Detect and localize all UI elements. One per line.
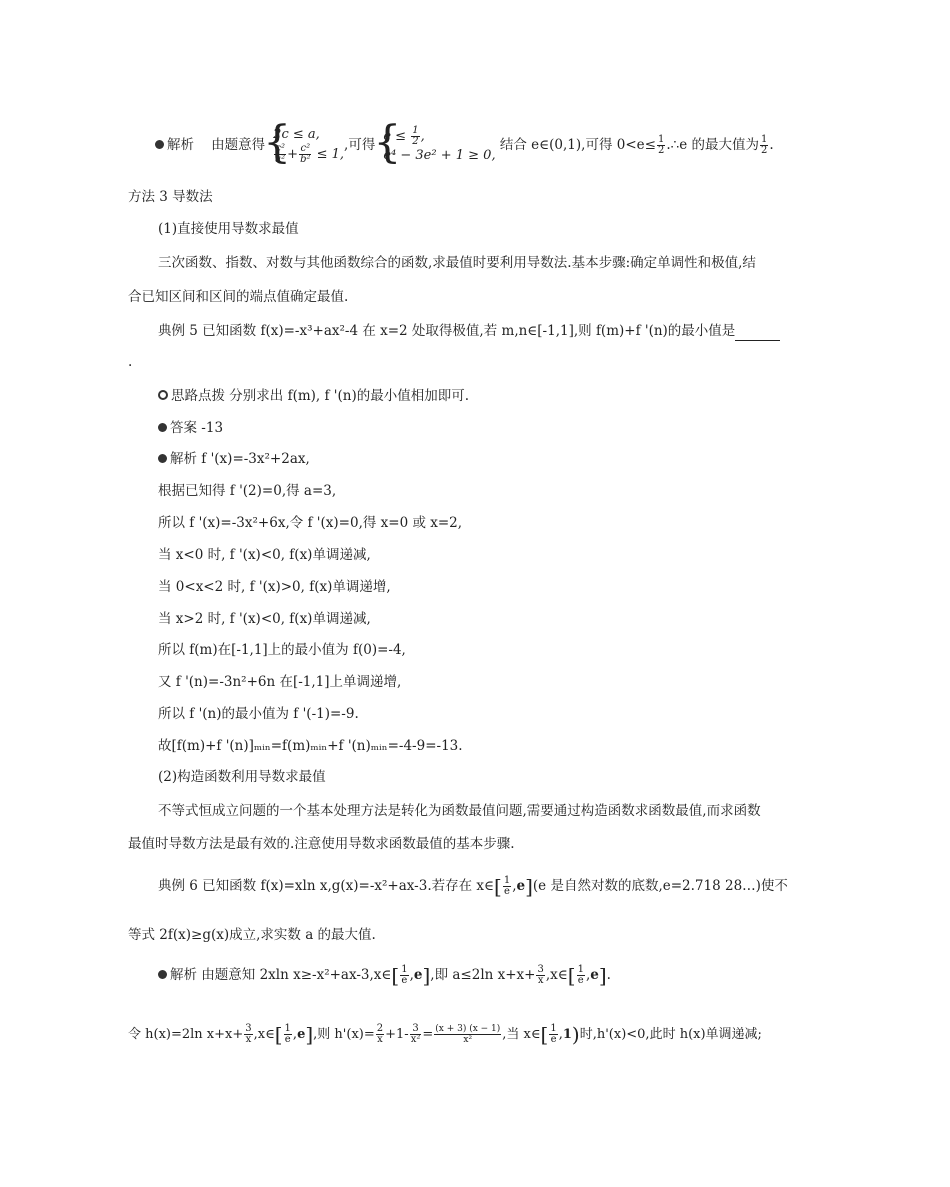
step-9: 故[f(m)+f '(n)]ₘᵢₙ=f(m)ₘᵢₙ+f '(n)ₘᵢₙ=-4-9=-13. xyxy=(158,738,463,754)
paragraph-2b: 最值时导数方法是最有效的.注意使用导数求函数最值的基本步骤. xyxy=(128,836,515,852)
text: 由题意知 2xln x≥-x²+ax-3,x∈ xyxy=(197,967,392,983)
case-row: { e ≤ $\frac{1}{2}$ , xyxy=(383,125,425,147)
hint-line xyxy=(158,386,469,406)
example-6-text-a: 典例 6 已知函数 f(x)=xln x,g(x)=-x²+ax-3.若存在 x∈ xyxy=(158,878,495,894)
text: ,当 x∈ xyxy=(502,1027,541,1042)
solution-label: 解析 xyxy=(167,137,194,153)
answer-label: 答案 xyxy=(170,420,197,436)
text: 令 h(x)=2ln x+x+ xyxy=(128,1027,244,1042)
text: ,x∈ xyxy=(253,1027,275,1042)
answer-line xyxy=(158,418,223,438)
paragraph-1a: 三次函数、指数、对数与其他函数综合的函数,求最值时要利用导数法.基本步骤:确定单调性和极值,结 xyxy=(158,255,756,271)
text: = xyxy=(422,1027,434,1042)
example-5-text: 典例 5 已知函数 f(x)=-x³+ax²-4 在 x=2 处取得极值,若 m,n∈[-1,1],则 f(m)+f '(n)的最小值是 xyxy=(158,323,736,339)
solution-label: 解析 xyxy=(170,967,197,983)
step-3: 当 x<0 时, f '(x)<0, f(x)单调递减, xyxy=(158,547,371,563)
answer-value: -13 xyxy=(197,420,224,436)
case-row: $\frac{\text{c²}}{\text{a²}}$ + $\frac{\text{c²}}{\text{b²}}$ ≤ 1, xyxy=(275,143,345,165)
text: ,x∈ xyxy=(545,967,568,983)
example-6-end: 等式 2f(x)≥g(x)成立,求实数 a 的最大值. xyxy=(128,927,376,943)
case-row: e⁴ − 3e² + 1 ≥ 0, xyxy=(383,148,496,163)
text: 由题意得 xyxy=(211,137,266,153)
solution-line-3: 解析 由题意知 2xln x≥-x²+ax-3,x∈[ $\frac{1}{e}$ ,e],即 a≤2ln x+x+ $\frac{3}{x}$ ,x∈[ $\frac{1}{e}$ ,e]. xyxy=(158,965,611,986)
step-4: 当 0<x<2 时, f '(x)>0, f(x)单调递增, xyxy=(158,579,391,595)
text: 时,h'(x)<0,此时 h(x)单调递减; xyxy=(579,1027,762,1042)
paragraph-2a: 不等式恒成立问题的一个基本处理方法是转化为函数最值问题,需要通过构造函数求函数最值,而求函数 xyxy=(158,803,761,819)
step-5: 当 x>2 时, f '(x)<0, f(x)单调递减, xyxy=(158,611,371,627)
text: 结合 e∈(0,1),可得 0<e≤ xyxy=(499,137,656,153)
answer-icon xyxy=(158,423,167,432)
example-6: 典例 6 已知函数 f(x)=xln x,g(x)=-x²+ax-3.若存在 x∈[ $\frac{1}{e}$ ,e](e 是自然对数的底数,e=2.718 28…)使不 xyxy=(158,874,788,899)
example-5-end: . xyxy=(128,354,133,370)
solution-line-1: 解析 由题意得 { 2c ≤ a, $\frac{\text{c²}}{\text{a²}}$ + $\frac{\text{c²}}{\text{b²}}$ ≤ 1, ,可得 { e ≤ $\frac{1}{2}$ , e⁴ − 3e² + 1 ≥ 0, 结合 e∈(0,1),可得 0<e≤ $\frac{1}{2}$ .∴e 的最大值为 $\frac{1}{2}$ . xyxy=(155,126,774,165)
solution-line-2 xyxy=(158,449,310,469)
example-5 xyxy=(158,321,780,341)
inequality-system-1 xyxy=(265,126,344,165)
text: .∴e 的最大值为 xyxy=(666,137,759,153)
text: +1- xyxy=(385,1027,409,1042)
hint-icon xyxy=(158,390,168,400)
step-8: 所以 f '(n)的最小值为 f '(-1)=-9. xyxy=(158,706,359,722)
step-6: 所以 f(m)在[-1,1]上的最小值为 f(0)=-4, xyxy=(158,642,406,658)
text: ,即 a≤2ln x+x+ xyxy=(430,967,536,983)
step-2: 所以 f '(x)=-3x²+6x,令 f '(x)=0,得 x=0 或 x=2, xyxy=(158,515,463,531)
example-6-text-b: (e 是自然对数的底数,e=2.718 28…)使不 xyxy=(532,878,788,894)
step-7: 又 f '(n)=-3n²+6n 在[-1,1]上单调递增, xyxy=(158,674,402,690)
method-heading: 方法 3 导数法 xyxy=(128,189,213,205)
solution-label: 解析 xyxy=(170,451,197,467)
text: ,则 h'(x)= xyxy=(313,1027,375,1042)
case-row: { 2c ≤ a, xyxy=(273,127,320,142)
solution-icon xyxy=(158,454,167,463)
solution-icon xyxy=(155,140,164,149)
solution-text: f '(x)=-3x²+2ax, xyxy=(197,451,310,467)
subheading-1: (1)直接使用导数求最值 xyxy=(158,221,299,237)
paragraph-1b: 合已知区间和区间的端点值确定最值. xyxy=(128,289,349,305)
solution-line-4: 令 h(x)=2ln x+x+ $\frac{3}{x}$ ,x∈[ $\frac{1}{e}$ ,e],则 h'(x)= $\frac{2}{x}$ +1- $\frac{3}{\text{x²}}$ = $\frac{(x + 3) (x - 1)}{\text{x²}}$ ,当 x∈[ $\frac{1}{e}$ ,1)时,h'(x)<0,此时 h(x)单调递减; xyxy=(128,1022,762,1047)
solution-icon xyxy=(158,970,167,979)
subheading-2: (2)构造函数利用导数求最值 xyxy=(158,769,326,785)
text: ,可得 xyxy=(344,137,376,153)
inequality-system-2 xyxy=(375,126,495,165)
hint-label: 思路点拨 xyxy=(171,388,225,404)
step-1: 根据已知得 f '(2)=0,得 a=3, xyxy=(158,483,337,499)
hint-text: 分别求出 f(m), f '(n)的最小值相加即可. xyxy=(225,388,470,404)
answer-blank xyxy=(735,326,780,341)
